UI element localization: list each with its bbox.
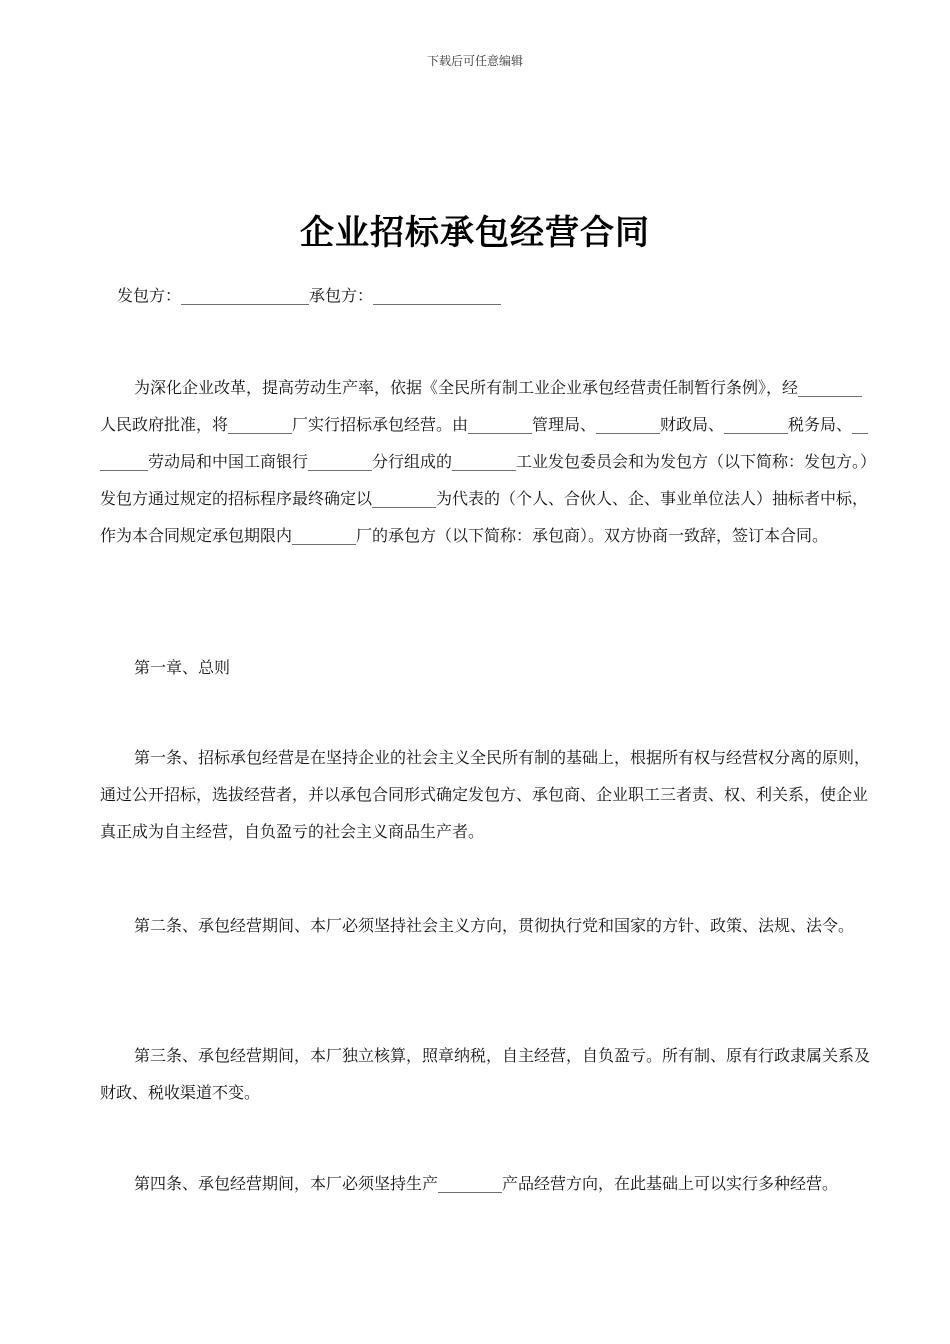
article-2: 第二条、承包经营期间、本厂必须坚持社会主义方向，贯彻执行党和国家的方针、政策、法规、法令。	[134, 916, 855, 935]
article-1: 第一条、招标承包经营是在坚持企业的社会主义全民所有制的基础上，根据所有权与经营权分离的原则，通过公开招标，选拔经营者，并以承包合同形式确定发包方、承包商、企业职工三者责、权、利关系，使企业真正成为自主经营，自负盈亏的社会主义商品生产者。	[100, 748, 871, 841]
article-3: 第三条、承包经营期间，本厂独立核算，照章纳税，自主经营，自负盈亏。所有制、原有行政隶属关系及财政、税收渠道不变。	[100, 1046, 871, 1102]
parties-line: 发包方：________________承包方：________________	[117, 286, 502, 305]
chapter-heading: 第一章、总则	[134, 658, 231, 677]
header-note: 下载后可任意编辑	[426, 54, 523, 68]
document-title: 企业招标承包经营合同	[300, 213, 650, 253]
intro-paragraph: 为深化企业改革，提高劳动生产率，依据《全民所有制工业企业承包经营责任制暂行条例》，经________人民政府批准，将________厂实行招标承包经营。由________管理局、________财政局、________税务局、________劳动局和中国工商银行________分行组成的________工业发包委员会和为发包方（以下简称：发包方。）发包方通过规定的招标程序最终确定以________为代表的（个人、合伙人、企、事业单位法人）抽标者中标，作为本合同规定承包期限内________厂的承包方（以下简称：承包商）。双方协商一致辞，签订本合同。	[100, 378, 869, 545]
article-4: 第四条、承包经营期间，本厂必须坚持生产________产品经营方向，在此基础上可以实行多种经营。	[134, 1174, 839, 1193]
